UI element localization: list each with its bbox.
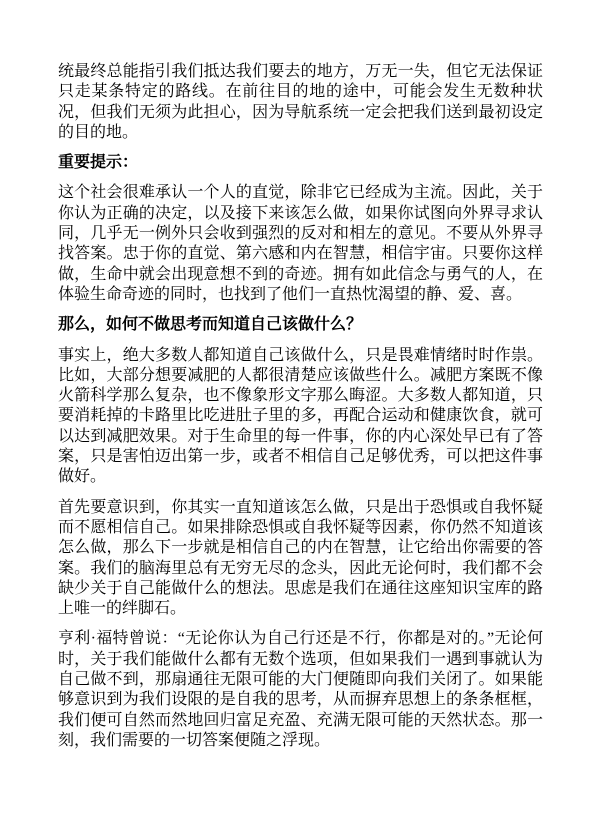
- heading-how-to-know-without-thinking: 那么，如何不做思考而知道自己该做什么？: [58, 316, 363, 334]
- paragraph-navigation-metaphor: 统最终总能指引我们抵达我们要去的地方，万无一失，但它无法保证只走某条特定的路线。在前往目的地的途中，可能会发生无数种状况，但我们无须为此担心，因为导航系统一定会把我们送到最初设定的目的地。: [58, 63, 543, 141]
- paragraph-inner-wisdom: 首先要意识到，你其实一直知道该怎么做，只是出于恐惧或自我怀疑而不愿相信自己。如果排除恐惧或自我怀疑等因素，你仍然不知道该怎么做，那么下一步就是相信自己的内在智慧，让它给出你需要的答案。我们的脑海里总有无穷无尽的念头，因此无论何时，我们都不会缺少关于自己能做什么的想法。思虑是我们在通往这座知识宝库的路上唯一的绊脚石。: [58, 498, 543, 618]
- paragraph-weight-loss-example: 事实上，绝大多数人都知道自己该做什么，只是畏难情绪时时作祟。比如，大部分想要减肥的人都很清楚应该做些什么。减肥方案既不像火箭科学那么复杂，也不像象形文字那么晦涩。大多数人都知道，只要消耗掉的卡路里比吃进肚子里的多，再配合运动和健康饮食，就可以达到减肥效果。对于生命里的每一件事，你的内心深处早已有了答案，只是害怕迈出第一步，或者不相信自己足够优秀，可以把这件事做好。: [58, 346, 543, 486]
- heading-important-note: 重要提示：: [58, 154, 139, 172]
- paragraph-henry-ford-quote: 亨利·福特曾说：“无论你认为自己行还是不行，你都是对的。”无论何时，关于我们能做什么都有无数个选项，但如果我们一遇到事就认为自己做不到，那扇通往无限可能的大门便随即向我们关闭了。如果能够意识到为我们设限的是自我的思考，从而摒弃思想上的条条框框，我们便可自然而然地回归富足充盈、充满无限可能的天然状态。那一刻，我们需要的一切答案便随之浮现。: [58, 630, 543, 749]
- paragraph-intuition-and-society: 这个社会很难承认一个人的直觉，除非它已经成为主流。因此，关于你认为正确的决定，以及接下来该怎么做，如果你试图向外界寻求认同，几乎无一例外只会收到强烈的反对和相左的意见。不要从外界寻找答案。忠于你的直觉、第六感和内在智慧，相信宇宙。只要你这样做，生命中就会出现意想不到的奇迹。拥有如此信念与勇气的人，在体验生命奇迹的同时，也找到了他们一直热忱渴望的静、爱、喜。: [58, 184, 543, 303]
